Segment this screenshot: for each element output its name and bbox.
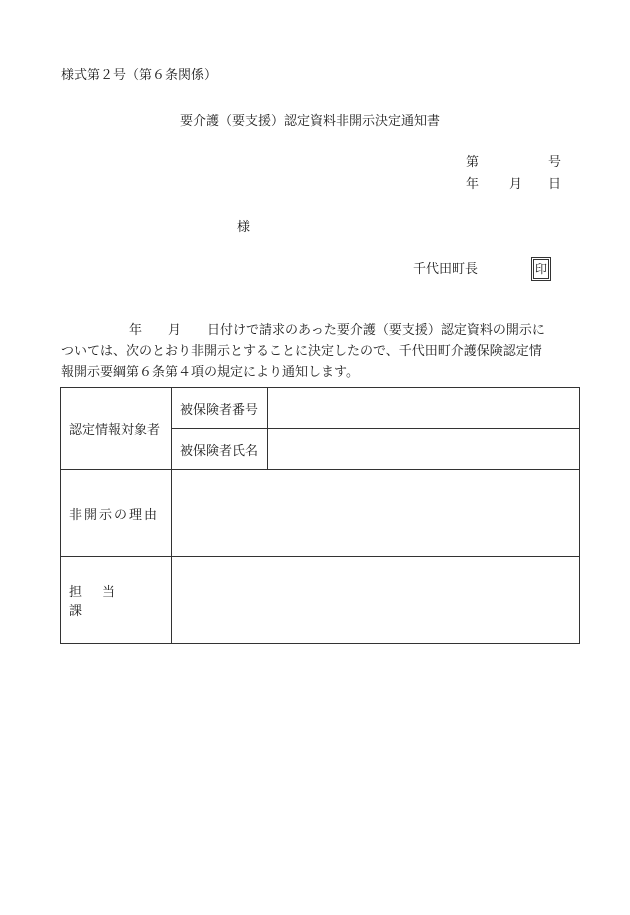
body-line-1-text: 日付けで請求のあった要介護（要支援）認定資料の開示に bbox=[207, 323, 545, 338]
table-row bbox=[61, 388, 580, 429]
insured-number-field[interactable] bbox=[268, 388, 580, 429]
table-row bbox=[61, 470, 580, 557]
insured-name-field[interactable] bbox=[268, 429, 580, 470]
department-label-char: 担 bbox=[69, 585, 83, 600]
department-label-char: 当 bbox=[102, 585, 116, 600]
insured-number-label: 被保険者番号 bbox=[172, 388, 268, 429]
notice-info-table bbox=[60, 387, 580, 644]
addressee-honorific: 様 bbox=[237, 220, 251, 235]
body-month: 月 bbox=[168, 323, 182, 338]
body-line-2: ついては、次のとおり非開示とすることに決定したので、千代田町介護保険認定情 bbox=[61, 344, 542, 359]
date-day: 日 bbox=[548, 177, 562, 192]
date-year: 年 bbox=[466, 177, 480, 192]
insured-name-label: 被保険者氏名 bbox=[172, 429, 268, 470]
subject-label: 認定情報対象者 bbox=[61, 388, 172, 470]
form-number-label: 様式第２号（第６条関係） bbox=[61, 68, 218, 83]
notice-body bbox=[61, 320, 581, 383]
date-month: 月 bbox=[509, 177, 523, 192]
reason-field[interactable] bbox=[172, 470, 580, 557]
body-year: 年 bbox=[129, 323, 143, 338]
body-line-3: 報開示要綱第６条第４項の規定により通知します。 bbox=[61, 365, 359, 380]
department-field[interactable] bbox=[172, 557, 580, 644]
body-line-1 bbox=[61, 320, 581, 341]
department-label-char: 課 bbox=[69, 604, 83, 619]
number-prefix: 第 bbox=[466, 155, 480, 170]
document-title: 要介護（要支援）認定資料非開示決定通知書 bbox=[180, 114, 441, 129]
seal-stamp: 印 bbox=[533, 259, 549, 279]
table-row bbox=[61, 557, 580, 644]
department-label bbox=[61, 557, 172, 644]
reason-label: 非開示の理由 bbox=[61, 470, 172, 557]
issuer-name: 千代田町長 bbox=[413, 262, 479, 277]
number-suffix: 号 bbox=[548, 155, 562, 170]
